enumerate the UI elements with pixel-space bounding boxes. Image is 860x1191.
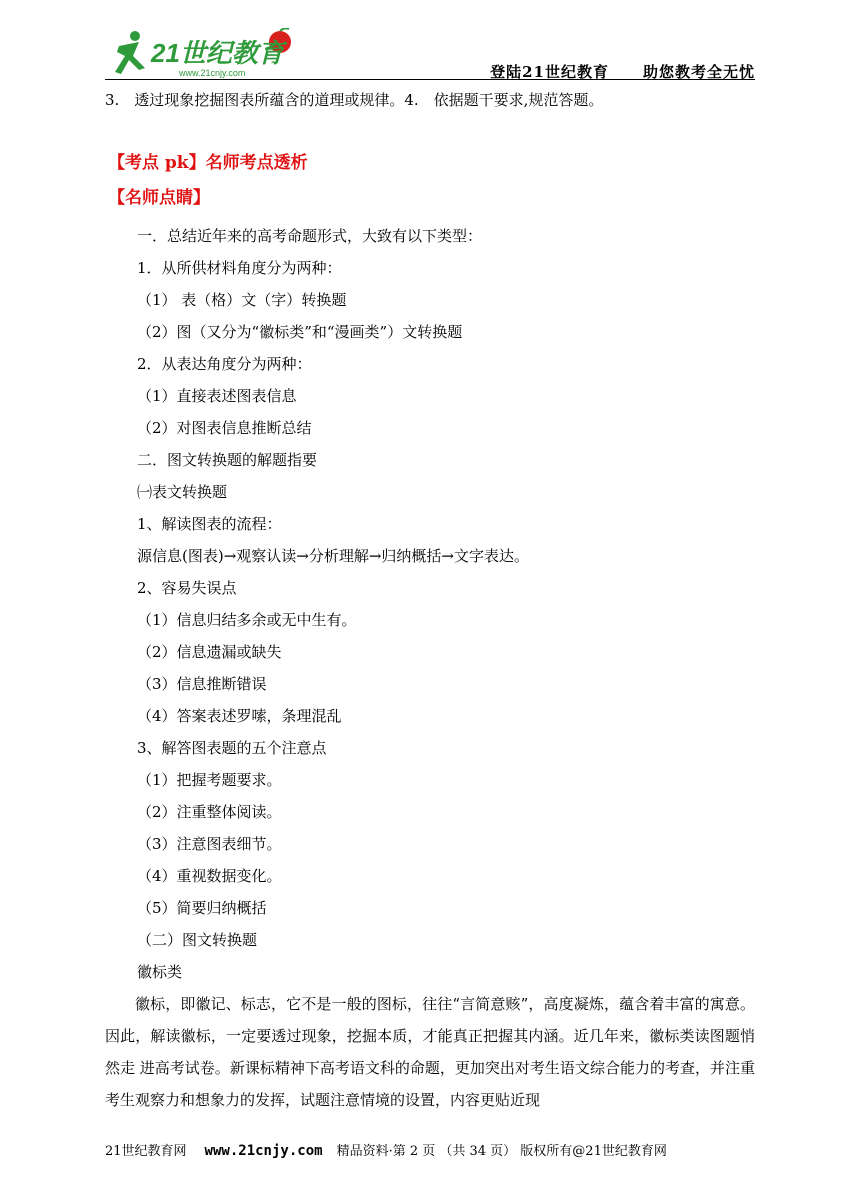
subsection-heading: 【名师点睛】 <box>108 188 210 208</box>
emblem-paragraph: 徽标，即徽记、标志，它不是一般的图标，往往“言简意赅”，高度凝炼，蕴含着丰富的寓意。因此，解读徽标，一定要透过现象，挖掘本质，才能真正把握其内涵。近几年来，徽标类读图题悄然走 进高考试卷。新课标精神下高考语文科的命题，更加突出对考生语文综合能力的考查，并注重考生观察力和想象力的发挥，试题注意情境的设置，内容更贴近现 <box>105 995 755 1109</box>
body-line: （1）信息归结多余或无中生有。 <box>137 611 357 629</box>
body-line: （4）答案表述罗嗦，条理混乱 <box>137 707 342 725</box>
body-line: （二）图文转换题 <box>137 931 258 949</box>
body-line: 1．从所供材料角度分为两种： <box>137 259 342 277</box>
body-line: 二．图文转换题的解题指要 <box>137 451 318 469</box>
section-heading: 【考点 pk】名师考点透析 <box>108 153 308 173</box>
slogan-left: 登陆21世纪教育 <box>490 63 609 81</box>
body-line: （3）注意图表细节。 <box>137 835 282 853</box>
body-line: （2）对图表信息推断总结 <box>137 419 312 437</box>
body-line: （5）简要归纳概括 <box>137 899 267 917</box>
logo-text: 21世纪教育 <box>151 38 284 68</box>
body-line: ㈠表文转换题 <box>137 483 228 501</box>
footer-url[interactable]: www.21cnjy.com <box>204 1143 323 1159</box>
intro-line: 3. 透过现象挖掘图表所蕴含的道理或规律。4. 依据题干要求,规范答题。 <box>105 91 604 109</box>
body-line: （1）把握考题要求。 <box>137 771 282 789</box>
running-figure-icon <box>115 31 145 74</box>
body-line: 源信息(图表)→观察认读→分析理解→归纳概括→文字表达。 <box>137 547 529 565</box>
body-line: 徽标类 <box>137 963 183 981</box>
site-logo <box>105 28 305 80</box>
footer-site-name: 21世纪教育网 <box>105 1144 187 1159</box>
body-line: （3）信息推断错误 <box>137 675 267 693</box>
body-line: 一．总结近年来的高考命题形式，大致有以下类型： <box>137 227 483 245</box>
body-line: （2）信息遗漏或缺失 <box>137 643 282 661</box>
body-line: 1、解读图表的流程： <box>137 515 282 533</box>
page-footer <box>105 1140 667 1159</box>
slogan-right: 助您教考全无忧 <box>642 63 755 81</box>
body-line: （1）直接表述图表信息 <box>137 387 297 405</box>
header-rule <box>105 79 755 80</box>
body-line: （2）图（又分为“徽标类”和“漫画类”）文转换题 <box>137 323 463 341</box>
body-line: 3、解答图表题的五个注意点 <box>137 739 327 757</box>
logo-url: www.21cnjy.com <box>179 68 246 78</box>
body-line: 2．从表达角度分为两种： <box>137 355 312 373</box>
footer-page-info: 精品资料·第 2 页 （共 34 页） 版权所有@21世纪教育网 <box>336 1144 667 1159</box>
body-line: （2）注重整体阅读。 <box>137 803 282 821</box>
page-header <box>105 28 755 80</box>
body-line: （4）重视数据变化。 <box>137 867 282 885</box>
body-line: （1） 表（格）文（字）转换题 <box>137 291 347 309</box>
body-line: 2、容易失误点 <box>137 579 237 597</box>
